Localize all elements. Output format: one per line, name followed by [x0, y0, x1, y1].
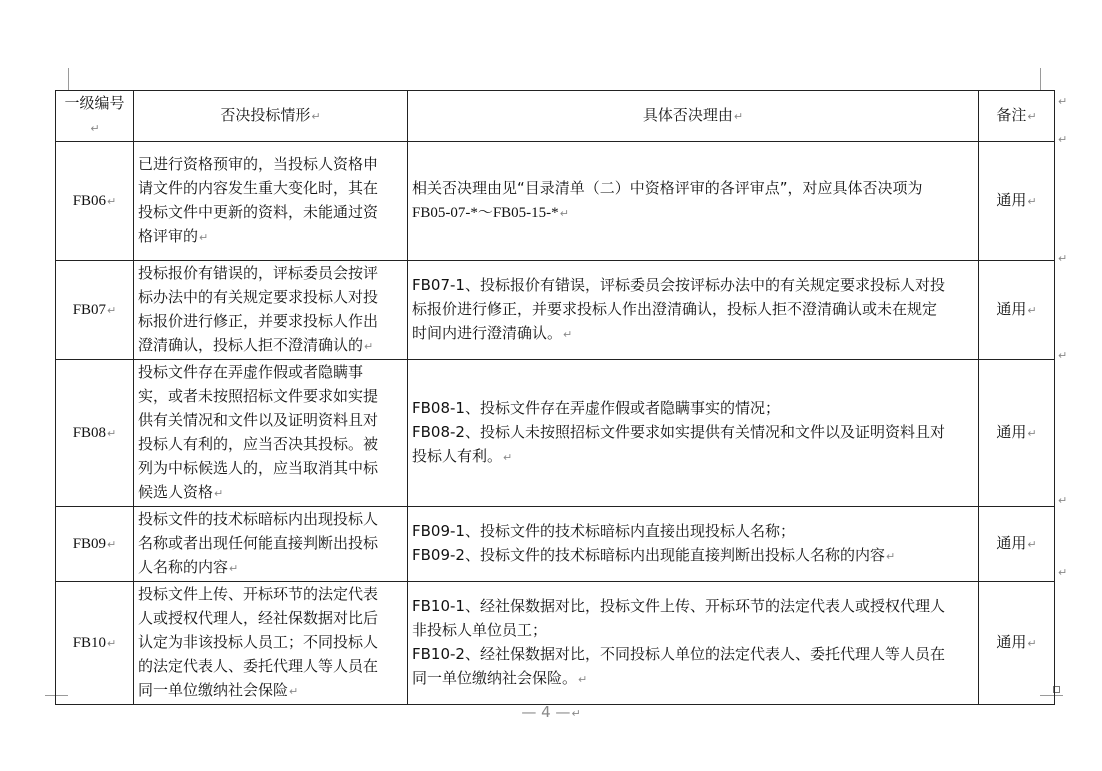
table-row	[56, 261, 1055, 360]
row-situation: 投标文件的技术标暗标内出现投标人 名称或者出现任何能直接判断出投标 人名称的内容↵	[134, 507, 408, 582]
paragraph-mark-icon: ↵	[1058, 133, 1068, 146]
rejection-table	[55, 90, 1055, 705]
paragraph-mark-icon: ↵	[1058, 349, 1068, 362]
row-situation: 投标文件上传、开标环节的法定代表 人或授权代理人，经社保数据对比后 认定为非该投标人员工；不同投标人 的法定代表人、委托代理人等人员在 同一单位缴纳社会保险↵	[134, 582, 408, 705]
row-reason: FB09-1、投标文件的技术标暗标内直接出现投标人名称； FB09-2、投标文件的技术标暗标内出现能直接判断出投标人名称的内容↵	[408, 507, 979, 582]
table-header-row	[56, 91, 1055, 142]
row-note: 通用↵	[979, 582, 1055, 705]
row-code: FB08↵	[56, 360, 134, 507]
row-situation: 投标文件存在弄虚作假或者隐瞒事 实，或者未按照招标文件要求如实提 供有关情况和文件以及证明资料且对 投标人有利的，应当否决其投标。被 列为中标候选人的，应当取消其中标 候选人资格↵	[134, 360, 408, 507]
paragraph-mark-icon: ↵	[1058, 252, 1068, 265]
row-note: 通用↵	[979, 261, 1055, 360]
header-code: 一级编号↵	[56, 91, 134, 142]
row-note: 通用↵	[979, 360, 1055, 507]
page-number: — 4 —↵	[521, 703, 581, 721]
row-situation: 投标报价有错误的，评标委员会按评 标办法中的有关规定要求投标人对投 标报价进行修正，并要求投标人作出 澄清确认，投标人拒不澄清确认的↵	[134, 261, 408, 360]
row-reason: FB08-1、投标文件存在弄虚作假或者隐瞒事实的情况； FB08-2、投标人未按照招标文件要求如实提供有关情况和文件以及证明资料且对 投标人有利。↵	[408, 360, 979, 507]
row-note: 通用↵	[979, 507, 1055, 582]
row-code: FB06↵	[56, 142, 134, 261]
row-situation: 已进行资格预审的，当投标人资格申 请文件的内容发生重大变化时，其在 投标文件中更新的资料，未能通过资 格评审的↵	[134, 142, 408, 261]
table-row	[56, 582, 1055, 705]
row-reason: 相关否决理由见“目录清单（二）中资格评审的各评审点”，对应具体否决项为 FB05-07-*～FB05-15-*↵	[408, 142, 979, 261]
header-reason: 具体否决理由↵	[408, 91, 979, 142]
crop-mark	[68, 68, 69, 90]
paragraph-mark-icon: ↵	[1058, 95, 1068, 108]
header-note: 备注↵	[979, 91, 1055, 142]
paragraph-mark-icon: ↵	[1058, 494, 1068, 507]
table-row	[56, 360, 1055, 507]
row-code: FB07↵	[56, 261, 134, 360]
row-reason: FB07-1、投标报价有错误，评标委员会按评标办法中的有关规定要求投标人对投 标报价进行修正，并要求投标人作出澄清确认，投标人拒不澄清确认或未在规定 时间内进行澄清确认。↵	[408, 261, 979, 360]
header-situation: 否决投标情形↵	[134, 91, 408, 142]
crop-mark	[1040, 68, 1041, 90]
row-note: 通用↵	[979, 142, 1055, 261]
paragraph-mark-icon: ↵	[1058, 566, 1068, 579]
row-code: FB10↵	[56, 582, 134, 705]
table-row	[56, 142, 1055, 261]
table-row	[56, 507, 1055, 582]
row-code: FB09↵	[56, 507, 134, 582]
row-reason: FB10-1、经社保数据对比，投标文件上传、开标环节的法定代表人或授权代理人 非投标人单位员工； FB10-2、经社保数据对比，不同投标人单位的法定代表人、委托代理人等人员在 同一单位缴纳社会保险。↵	[408, 582, 979, 705]
